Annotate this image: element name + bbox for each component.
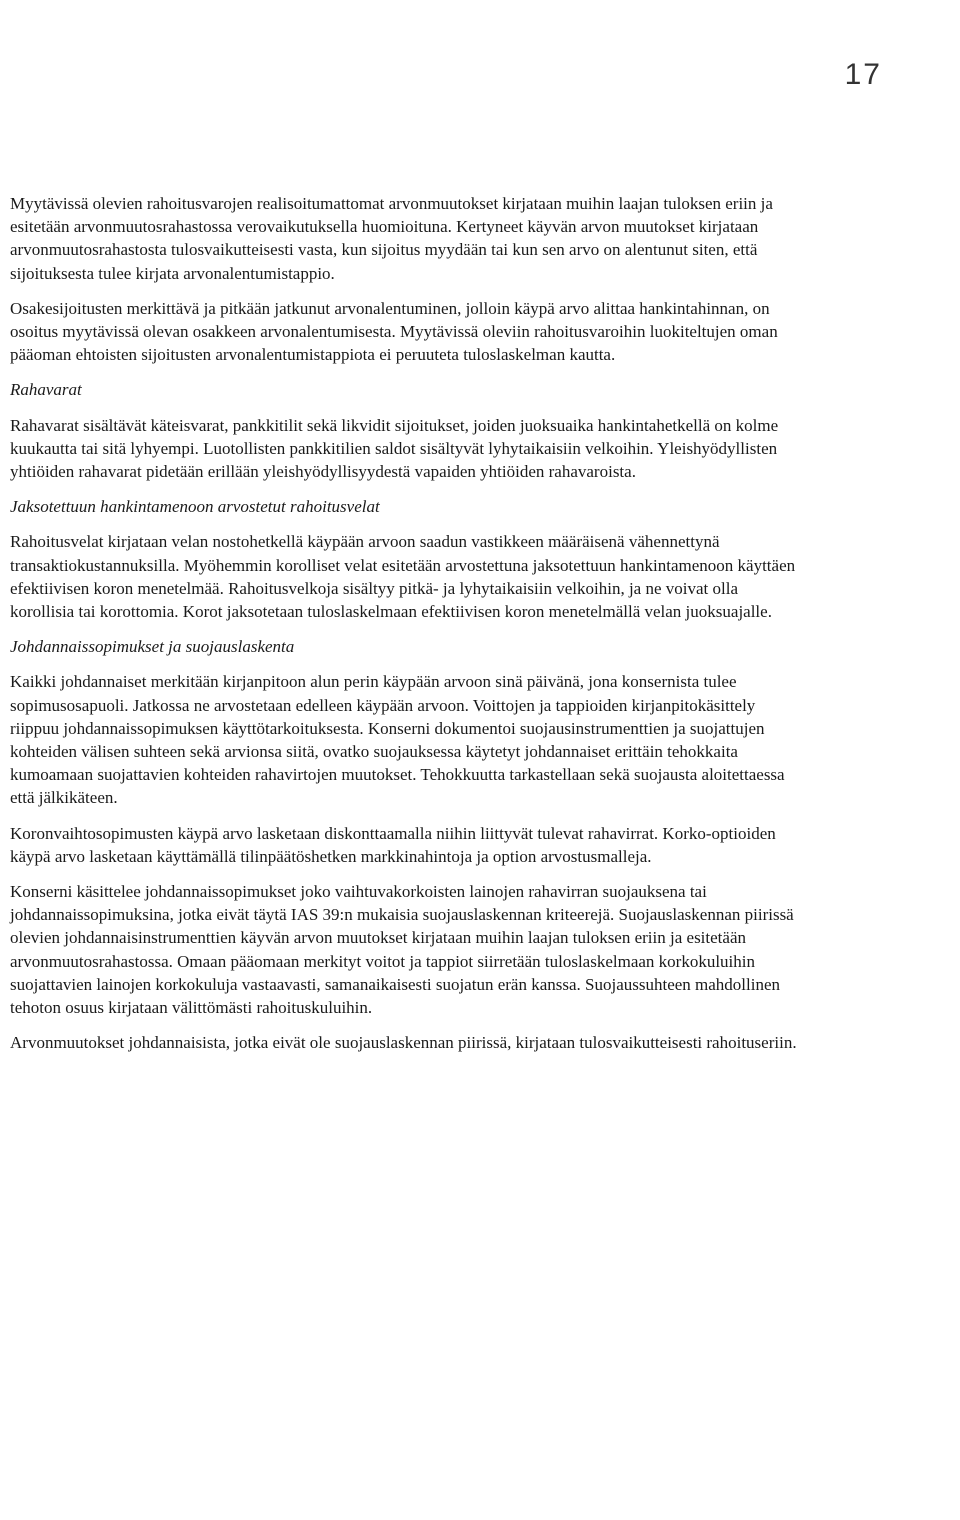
document-body bbox=[10, 192, 800, 1067]
page-number: 17 bbox=[844, 58, 882, 91]
paragraph-financial-liabilities: Rahoitusvelat kirjataan velan nostohetkellä käypään arvoon saadun vastikkeen määräisenä vähennettynä transaktiokustannuksilla. Myöhemmin korolliset velat esitetään arvostettuna jaksotettuun hankintamenoon käyttäen efektiivisen koron menetelmää. Rahoitusvelkoja sisältyy pitkä- ja lyhytaikaisiin velkoihin, ja ne voivat olla korollisia tai korottomia. Korot jaksotetaan tuloslaskelmaan efektiivisen koron menetelmällä velan juoksuajalle. bbox=[10, 532, 796, 622]
paragraph-hedge-accounting: Konserni käsittelee johdannaissopimukset joko vaihtuvakorkoisten lainojen rahavirran suojauksena tai johdannaissopimuksina, jotka eivät täytä IAS 39:n mukaisia suojauslaskennan kriteerejä. Suojauslaskennan piirissä olevien johdannaisinstrumenttien käyvän arvon muutokset kirjataan muihin laajan tuloksen eriin ja esitetään arvonmuutosrahastossa. Omaan pääomaan merkityt voitot ja tappiot siirretään tuloslaskelmaan korkokuluihin suojattavien lainojen korkokuluja vastaavasti, samanaikaisesti suojatun erän kanssa. Suojaussuhteen mahdollinen tehoton osuus kirjataan välittömästi rahoituskuluihin. bbox=[10, 882, 794, 1018]
paragraph-swap-option-valuation: Koronvaihtosopimusten käypä arvo lasketaan diskonttaamalla niihin liittyvät tulevat rahavirrat. Korko-optioiden käypä arvo lasketaan käyttämällä tilinpäätöshetken markkinahintoja ja option arvostusmalleja. bbox=[10, 823, 776, 866]
section-heading-financial-liabilities: Jaksotettuun hankintamenoon arvostetut rahoitusvelat bbox=[10, 497, 380, 517]
section-heading-cash: Rahavarat bbox=[10, 380, 82, 400]
paragraph-cash: Rahavarat sisältävät käteisvarat, pankkitilit sekä likvidit sijoitukset, joiden juoksuaika hankintahetkellä on kolme kuukautta tai sitä lyhyempi. Luotollisten pankkitilien saldot sisältyvät lyhytaikaisiin velkoihin. Yleishyödyllisten yhtiöiden rahavarat pidetään erillään yleishyödyllisyydestä vapaiden yhtiöiden rahavaroista. bbox=[10, 415, 779, 482]
paragraph-derivatives-recognition: Kaikki johdannaiset merkitään kirjanpitoon alun perin käypään arvoon sinä päivänä, jona konsernista tulee sopimusosapuoli. Jatkossa ne arvostetaan edelleen käypään arvoon. Voittojen ja tappioiden kirjanpitokäsittely riippuu johdannaissopimuksen käyttötarkoituksesta. Konserni dokumentoi suojausinstrumenttien ja suojattujen kohteiden välisen suhteen sekä arvionsa siitä, ovatko suojauksessa käytetyt johdannaiset erittäin tehokkaita kumoamaan suojattavien kohteiden rahavirtojen muutokset. Tehokkuutta tarkastellaan sekä suojausta aloitettaessa että jälkikäteen. bbox=[10, 672, 785, 808]
paragraph-non-hedge-derivatives: Arvonmuutokset johdannaisista, jotka eivät ole suojauslaskennan piirissä, kirjataan tulosvaikutteisesti rahoituseriin. bbox=[10, 1033, 797, 1053]
paragraph-available-for-sale-valuation: Myytävissä olevien rahoitusvarojen realisoitumattomat arvonmuutokset kirjataan muihin laajan tuloksen eriin ja esitetään arvonmuutosrahastossa verovaikutuksella huomioituna. Kertyneet käyvän arvon muutokset kirjataan arvonmuutosrahastosta tulosvaikutteisesti vasta, kun sijoitus myydään tai kun sen arvo on alentunut siten, että sijoituksesta tulee kirjata arvonalentumistappio. bbox=[10, 194, 773, 283]
section-heading-derivatives-hedging: Johdannaissopimukset ja suojauslaskenta bbox=[10, 637, 295, 657]
paragraph-equity-impairment: Osakesijoitusten merkittävä ja pitkään jatkunut arvonalentuminen, jolloin käypä arvo alittaa hankintahinnan, on osoitus myytävissä olevan osakkeen arvonalentumisesta. Myytävissä oleviin rahoitusvaroihin luokiteltujen oman pääoman ehtoisten sijoitusten arvonalentumistappiota ei peruuteta tuloslaskelman kautta. bbox=[10, 298, 778, 365]
